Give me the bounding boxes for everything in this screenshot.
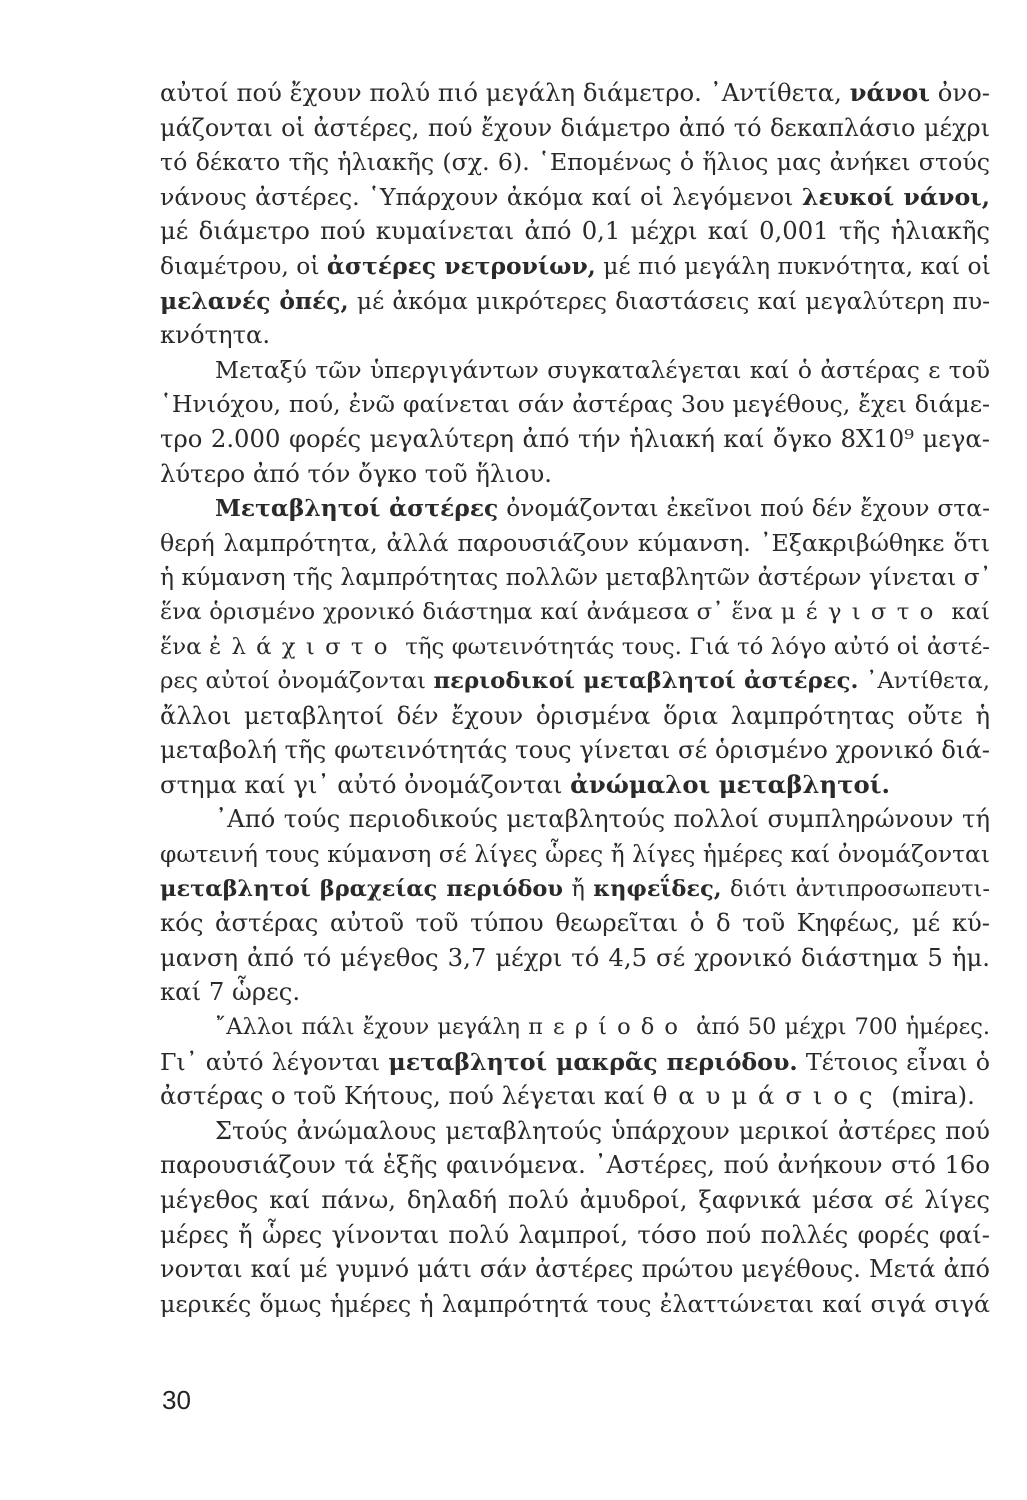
text-line: φωτεινή τους κύμανση σέ λίγες ὧρες ἤ λίγες ἡμέρες καί ὀνομάζονται	[160, 840, 990, 869]
text-line: τό δέκατο τῆς ἡλιακῆς (σχ. 6). ῾Επομένως ὁ ἥλιος μας ἀνήκει στούς	[160, 148, 990, 177]
text-line: ῎Αλλοι πάλι ἔχουν μεγάλη περίοδο ἀπό 50 μέχρι 700 ἡμέρες.	[215, 1014, 990, 1041]
text-line: ἄλλοι μεταβλητοί δέν ἔχουν ὁρισμένα ὅρια λαμπρότητας οὔτε ἡ	[160, 700, 990, 730]
text-line: Μεταβλητοί ἀστέρες ὀνομάζονται ἐκεῖνοι πού δέν ἔχουν στα-	[215, 494, 991, 523]
text-line: θερή λαμπρότητα, ἀλλά παρουσιάζουν κύμανση. ᾽Εξακριβώθηκε ὅτι	[160, 528, 990, 557]
text-line: νονται καί μέ γυμνό μάτι σάν ἀστέρες πρώτου μεγέθους. Μετά ἀπό	[160, 1255, 990, 1284]
text-line: ρες αὐτοί ὀνομάζονται περιοδικοί μεταβλητοί ἀστέρες. ᾽Αντίθετα,	[160, 668, 990, 695]
page-number: 30	[162, 1385, 191, 1415]
text-line: μέγεθος καί πάνω, δηλαδή πολύ ἀμυδροί, ξαφνικά μέσα σέ λίγες	[160, 1185, 990, 1214]
text-line: μεταβλητοί βραχείας περιόδου ἤ κηφεΐδες, διότι ἀντιπροσωπευτι-	[160, 875, 990, 902]
text-line: ῾Ηνιόχου, πού, ἐνῶ φαίνεται σάν ἀστέρας 3ου μεγέθους, ἔχει διάμε-	[160, 390, 990, 419]
body-text	[160, 76, 990, 1321]
text-line: μεταβολή τῆς φωτεινότητάς τους γίνεται σέ ὁρισμένο χρονικό διά-	[160, 735, 990, 765]
text-line: κός ἀστέρας αὐτοῦ τοῦ τύπου θεωρεῖται ὁ δ τοῦ Κηφέως, μέ κύ-	[160, 908, 990, 938]
text-line: ἕνα ἐλάχιστο τῆς φωτεινότητάς τους. Γιά τό λόγο αὐτό οἱ ἀστέ-	[160, 633, 990, 660]
text-line: τρο 2.000 φορές μεγαλύτερη ἀπό τήν ἡλιακή καί ὄγκο 8Χ10⁹ μεγα-	[160, 423, 990, 453]
text-line: καί 7 ὧρες.	[160, 977, 301, 1007]
text-line: αὐτοί πού ἔχουν πολύ πιό μεγάλη διάμετρο. ᾽Αντίθετα, νάνοι ὀνο-	[160, 78, 990, 107]
text-line: κνότητα.	[160, 320, 271, 350]
text-line: μέ διάμετρο πού κυμαίνεται ἀπό 0,1 μέχρι καί 0,001 τῆς ἡλιακῆς	[160, 216, 990, 246]
text-line: μερικές ὅμως ἡμέρες ἡ λαμπρότητά τους ἐλαττώνεται καί σιγά σιγά	[160, 1289, 990, 1318]
text-line: ἀστέρας ο τοῦ Κήτους, πού λέγεται καί θαυμάσιος (mira).	[160, 1081, 975, 1111]
text-line: διαμέτρου, οἱ ἀστέρες νετρονίων, μέ πιό μεγάλη πυκνότητα, καί οἱ	[160, 251, 991, 280]
text-line: παρουσιάζουν τά ἑξῆς φαινόμενα. ᾽Αστέρες, πού ἀνήκουν στό 16ο	[160, 1150, 990, 1180]
text-line: Στούς ἀνώμαλους μεταβλητούς ὑπάρχουν μερικοί ἀστέρες πού	[215, 1116, 990, 1145]
text-line: ἡ κύμανση τῆς λαμπρότητας πολλῶν μεταβλητῶν ἀστέρων γίνεται σ᾽	[160, 563, 992, 592]
text-line: στημα καί γι᾽ αὐτό ὀνομάζονται ἀνώμαλοι μεταβλητοί.	[160, 769, 890, 799]
text-line: μέρες ἤ ὧρες γίνονται πολύ λαμπροί, τόσο πού πολλές φορές φαί-	[160, 1219, 990, 1249]
text-line: Μεταξύ τῶν ὑπεργιγάντων συγκαταλέγεται καί ὁ ἀστέρας ε τοῦ	[215, 355, 990, 384]
text-line: νάνους ἀστέρες. ῾Υπάρχουν ἀκόμα καί οἱ λεγόμενοι λευκοί νάνοι,	[160, 182, 990, 211]
text-line: ᾽Από τούς περιοδικούς μεταβλητούς πολλοί συμπληρώνουν τή	[215, 804, 990, 834]
text-line: λύτερο ἀπό τόν ὄγκο τοῦ ἥλιου.	[160, 458, 552, 488]
text-line: ἕνα ὁρισμένο χρονικό διάστημα καί ἀνάμεσα σ᾽ ἕνα μέγιστο καί	[160, 598, 990, 625]
text-line: Γι᾽ αὐτό λέγονται μεταβλητοί μακρᾶς περιόδου. Τέτοιος εἶναι ὁ	[160, 1047, 990, 1076]
text-line: μανση ἀπό τό μέγεθος 3,7 μέχρι τό 4,5 σέ χρονικό διάστημα 5 ἡμ.	[160, 942, 990, 972]
text-line: μάζονται οἱ ἀστέρες, πού ἔχουν διάμετρο ἀπό τό δεκαπλάσιο μέχρι	[160, 113, 990, 142]
text-line: μελανές ὀπές, μέ ἀκόμα μικρότερες διαστάσεις καί μεγαλύτερη πυ-	[160, 286, 990, 315]
